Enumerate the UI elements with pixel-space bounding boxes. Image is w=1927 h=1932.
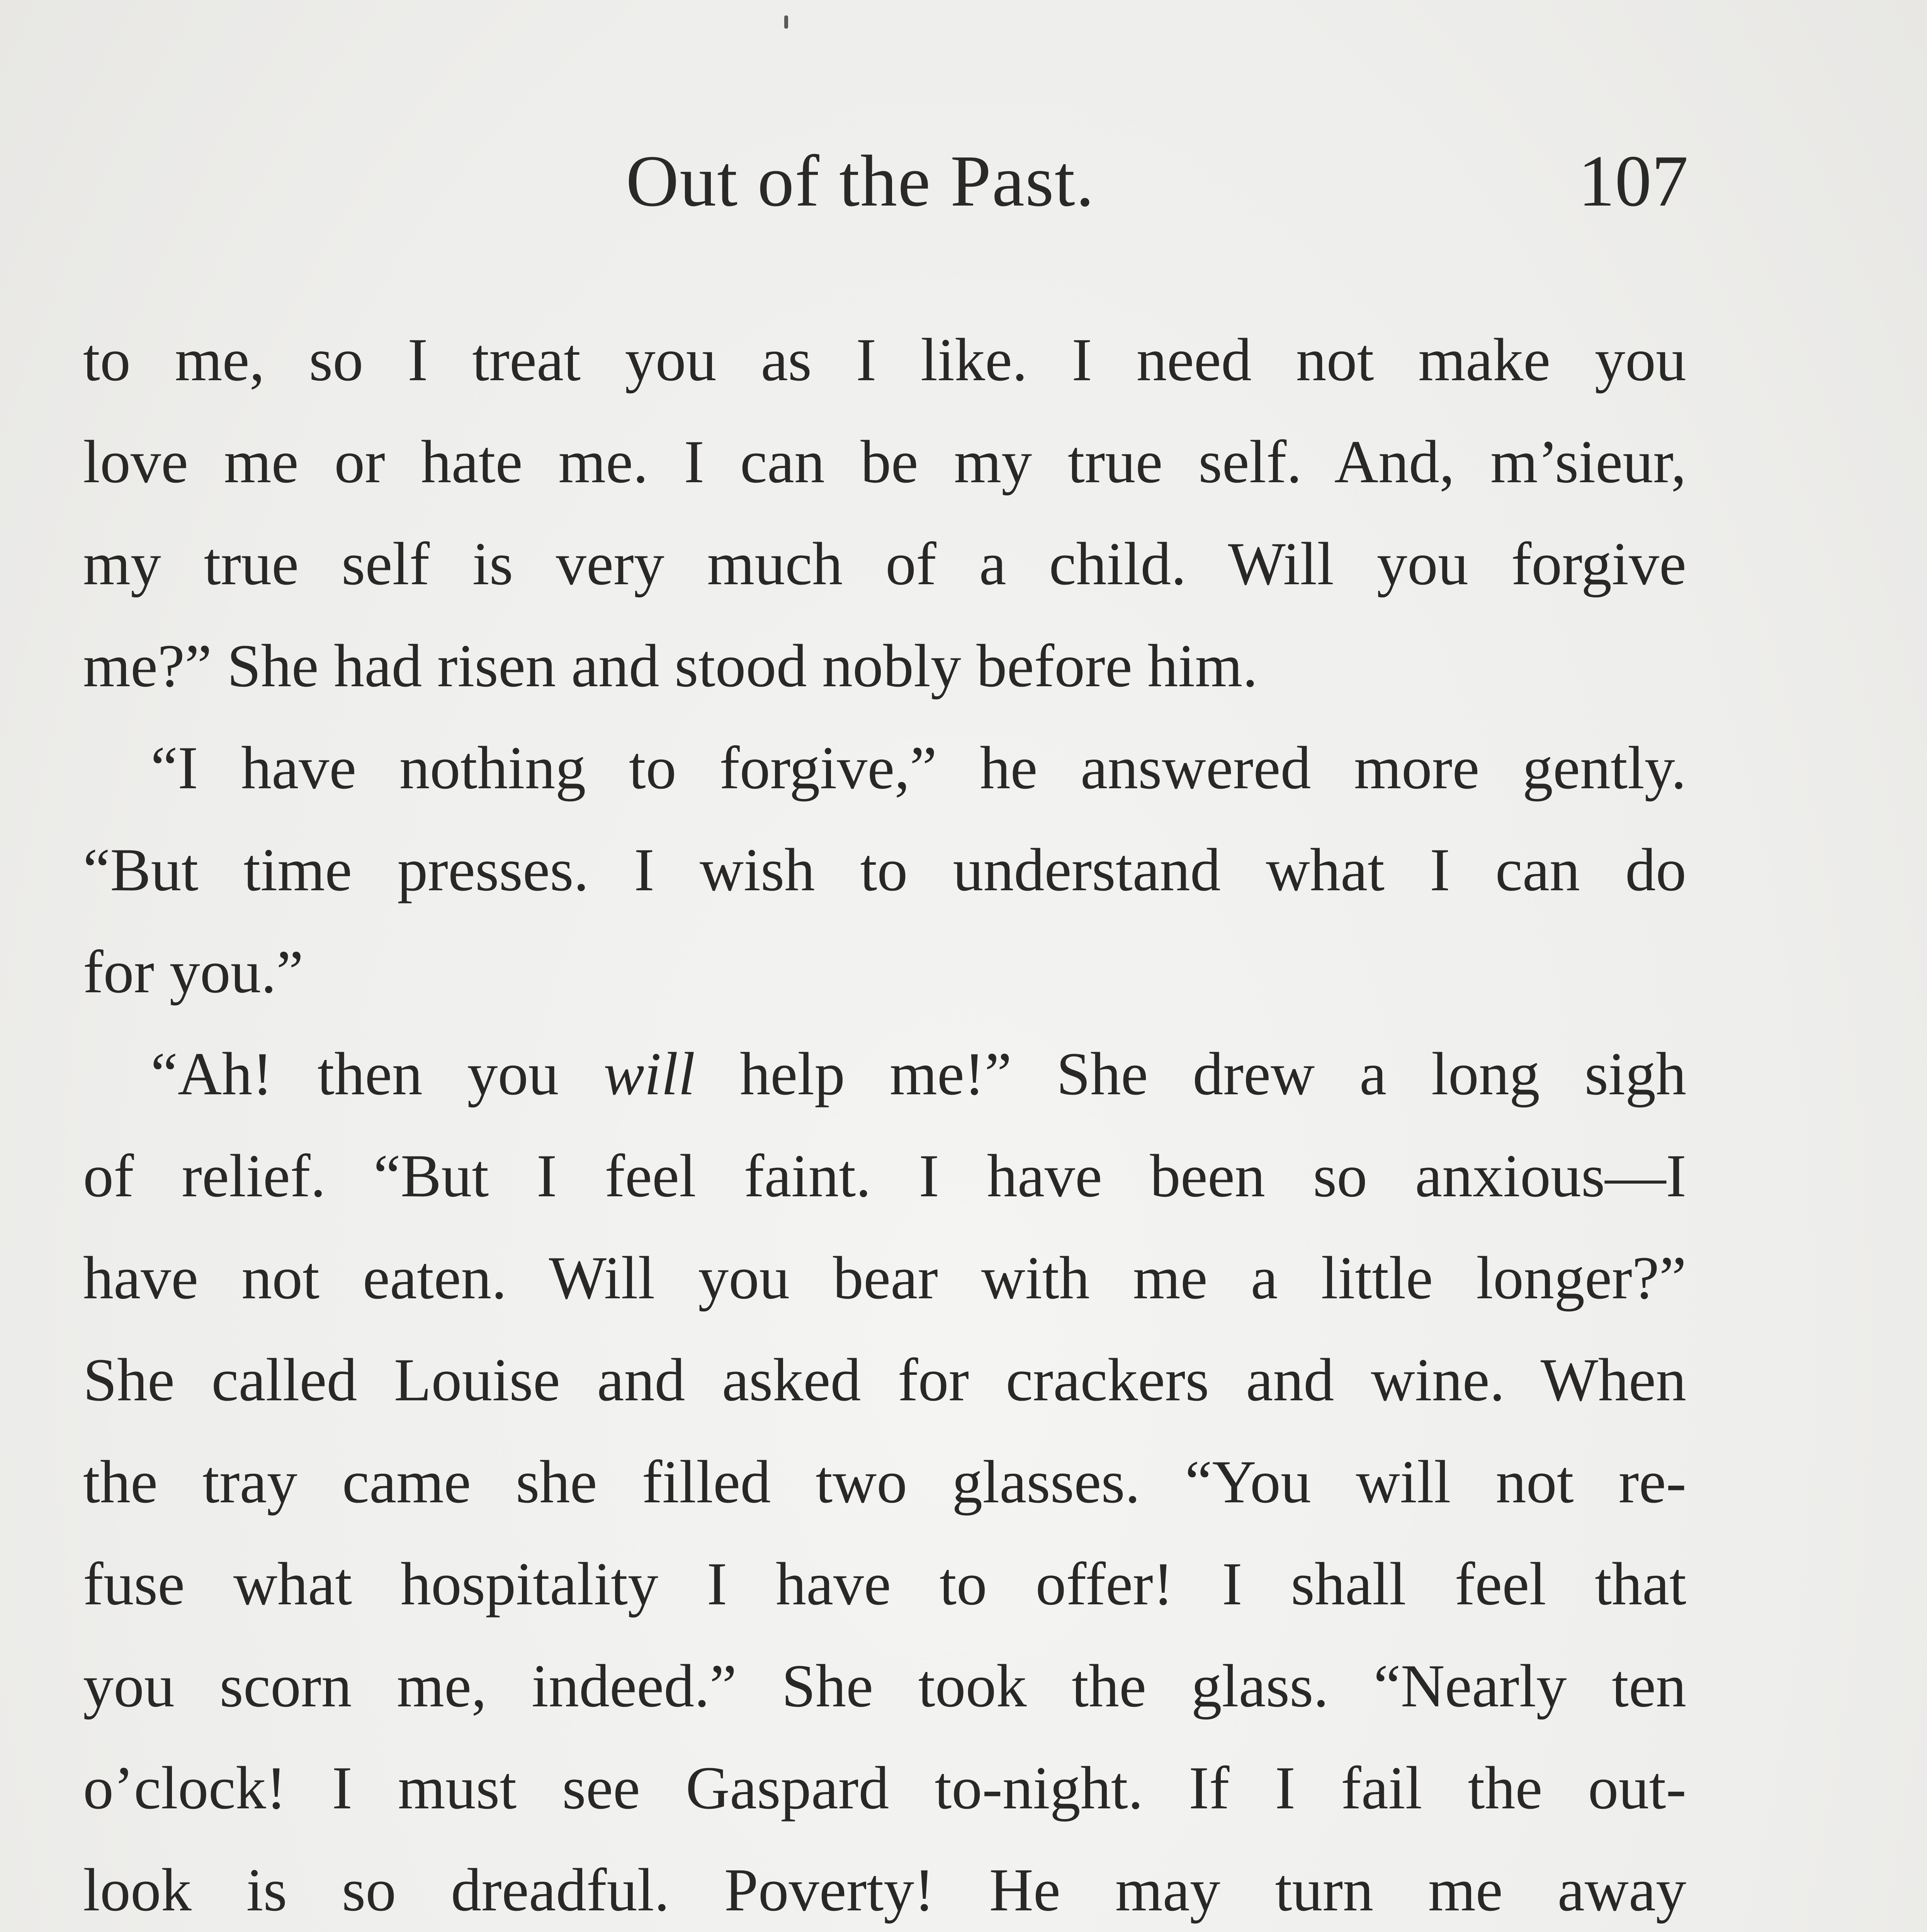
text-line: love me or hate me. I can be my true self. And, m’sieur, [83,428,1686,496]
text-line: “But time presses. I wish to understand what I can do [83,836,1686,904]
paragraph-2 [83,717,1686,1023]
text-line: look is so dreadful. Poverty! He may turn me away [83,1856,1686,1924]
running-title: Out of the Past. [626,141,1095,222]
text-line: my true self is very much of a child. Will you forgive [83,530,1686,598]
text-line: o’clock! I must see Gaspard to-night. If I fail the out- [83,1754,1686,1822]
text-line: “I have nothing to forgive,” he answered more gently. [151,734,1686,802]
text-line: me?” She had risen and stood nobly before him. [83,632,1258,700]
paragraph-1 [83,309,1686,717]
text-line: have not eaten. Will you bear with me a little longer?” [83,1244,1686,1312]
text-line: of relief. “But I feel faint. I have been so anxious—I [83,1142,1686,1210]
text-line: “Ah! then you will help me!” She drew a long sigh [151,1040,1686,1108]
paragraph-3 [83,1023,1686,1932]
text-line: you scorn me, indeed.” She took the glass. “Nearly ten [83,1652,1686,1720]
text-line: She called Louise and asked for crackers and wine. When [83,1346,1686,1414]
text-line: fuse what hospitality I have to offer! I shall feel that [83,1550,1686,1618]
page-number: 107 [1578,141,1688,222]
page-header [0,139,1927,240]
body-text [83,309,1686,1932]
text-line: for you.” [83,938,304,1006]
text-line: the tray came she filled two glasses. “You will not re- [83,1448,1686,1516]
text-line: to me, so I treat you as I like. I need not make you [83,326,1686,394]
emphasized-word: will [603,1040,695,1108]
print-speck [784,15,788,29]
